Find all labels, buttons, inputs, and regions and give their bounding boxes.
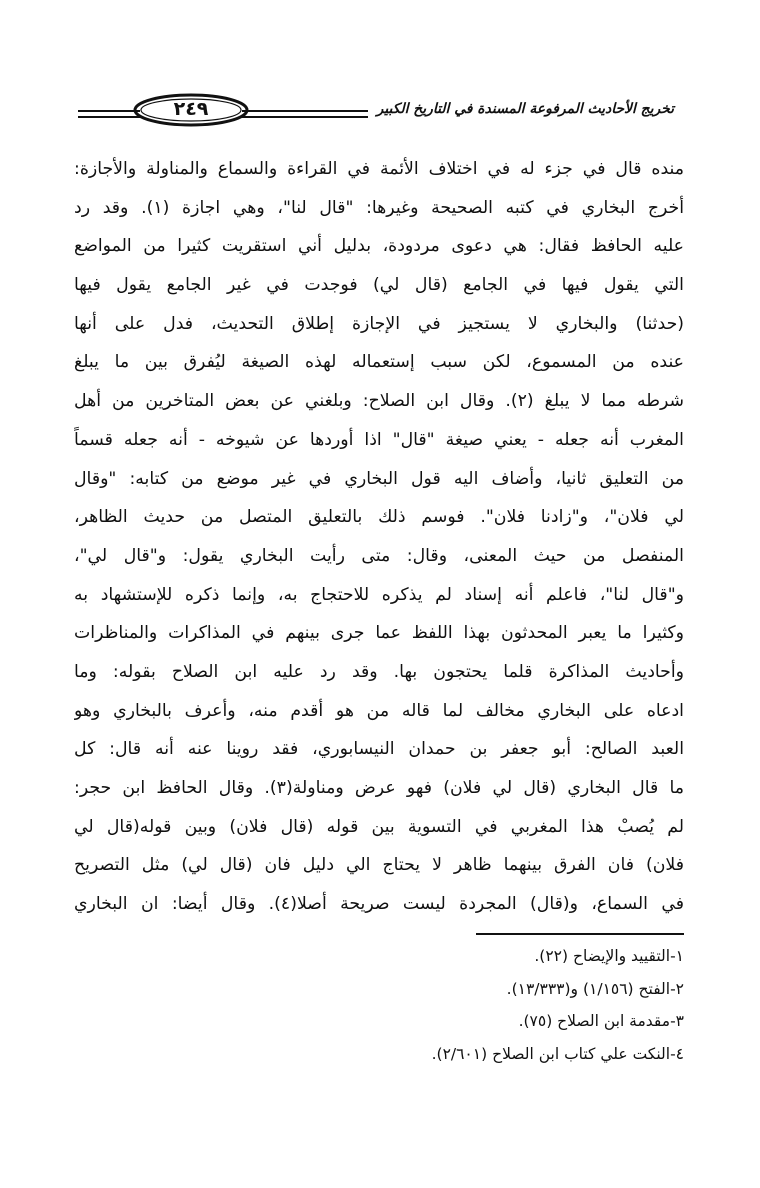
- text-line: فلان) فان الفرق بينهما ظاهر لا يحتاج الي دليل فان (قال لي) مثل التصريح: [74, 855, 684, 876]
- footnote-item: ٤-النكت علي كتاب ابن الصلاح (٢/٦٠١).: [431, 1044, 684, 1063]
- footnote-item: ٢-الفتح (١/١٥٦) و(١٣/٣٣٣).: [506, 979, 684, 998]
- text-line: ادعاه على البخاري مخالف لما قاله من هو أقدم منه، وأعرف بالبخاري وهو: [74, 700, 684, 721]
- text-line: عنده من المسموع، لكن سبب إستعماله لهذه الصيغة ليُفرق بين ما يبلغ: [74, 352, 684, 373]
- text-line: منده قال في جزء له في اختلاف الأئمة في القراءة والسماع والمناولة والأجازة:: [74, 159, 684, 179]
- footnote-item: ٣-مقدمة ابن الصلاح (٧٥).: [518, 1012, 684, 1030]
- text-line: في السماع، و(قال) المجردة ليست صريحة أصلا(٤). وقال أيضا: ان البخاري: [74, 894, 684, 915]
- text-line: ما قال البخاري (قال لي فلان) فهو عرض ومناولة(٣). وقال الحافظ ابن حجر:: [74, 778, 684, 798]
- running-title: تخريج الأحاديث المرفوعة المسندة في التاريخ الكبير: [376, 101, 674, 117]
- footnote-item: ١-التقييد والإيضاح (٢٢).: [534, 947, 684, 965]
- footnotes: [284, 940, 684, 1070]
- text-line: التي يقول فيها في الجامع (قال لي) فوجدت في غير الجامع يقول فيها: [74, 275, 684, 296]
- body-text: [74, 150, 684, 924]
- text-line: و"قال لنا"، فاعلم أنه إسناد لم يذكره للاحتجاج به، وإنما ذكره للإستشهاد به: [74, 584, 684, 605]
- text-line: من التعليق ثانيا، وأضاف اليه قول البخاري في غير موضع من كتابه: "وقال: [74, 468, 684, 489]
- page-number: ٢٤٩: [173, 98, 209, 120]
- text-line: المنفصل من حيث المعنى، وقال: متى رأيت البخاري يقول: و"قال لي"،: [74, 545, 684, 566]
- footnote-separator: [476, 933, 684, 935]
- text-line: شرطه مما لا يبلغ (٢). وقال ابن الصلاح: وبلغني عن بعض المتاخرين من أهل: [74, 391, 684, 412]
- text-line: وكثيرا ما يعبر المحدثون بهذا اللفظ عما جرى بينهم في المذاكرات والمناظرات: [74, 623, 684, 644]
- text-line: (حدثنا) والبخاري لا يستجيز في الإجازة إطلاق التحديث، فدل على أنها: [74, 313, 684, 334]
- page-header: [78, 92, 674, 132]
- text-line: وأحاديث المذاكرة قلما يحتجون بها. وقد رد عليه ابن الصلاح بقوله: وما: [74, 661, 684, 682]
- text-line: المغرب أنه جعله - يعني صيغة "قال" اذا أوردها عن شيوخه - أنه جعله قسماً: [74, 429, 684, 450]
- text-line: عليه الحافظ فقال: هي دعوى مردودة، بدليل أني استقريت كثيرا من المواضع: [74, 236, 684, 257]
- text-line: العبد الصالح: أبو جعفر بن حمدان النيسابوري، فقد روينا عنه أنه قال: كل: [74, 739, 684, 760]
- text-line: لي فلان"، و"زادنا فلان". فوسم ذلك بالتعليق المتصل من حديث الظاهر،: [74, 507, 684, 528]
- text-line: لم يُصبْ هذا المغربي في التسوية بين قوله (قال فلان) وبين قوله(قال لي: [74, 816, 684, 837]
- text-line: أخرج البخاري في كتبه الصحيحة وغيرها: "قال لنا"، وهي اجازة (١). وقد رد: [74, 197, 684, 218]
